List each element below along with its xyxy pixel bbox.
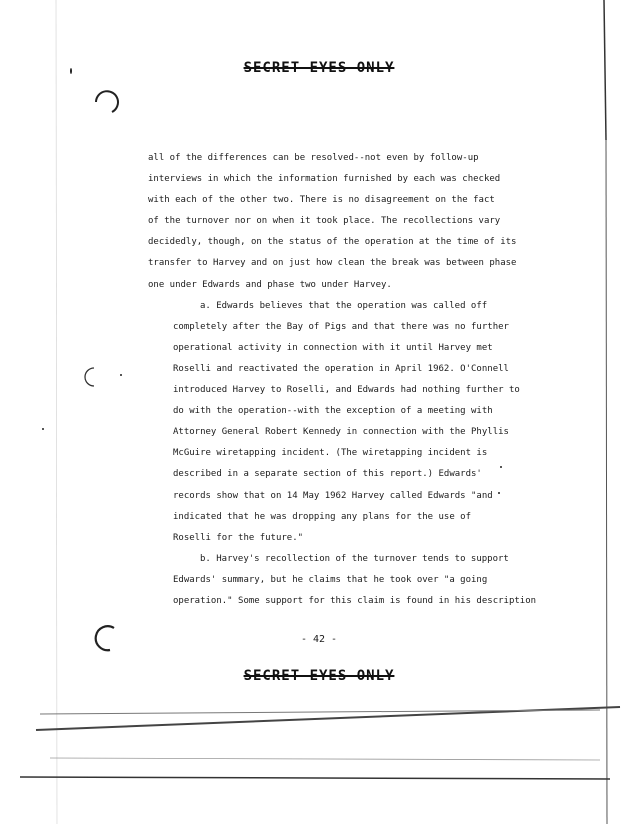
text-line: introduced Harvey to Roselli, and Edwards had nothing further to <box>173 385 520 396</box>
text-line: do with the operation--with the exception of a meeting with <box>173 406 493 417</box>
text-line: Roselli and reactivated the operation in April 1962. O'Connell <box>173 363 509 374</box>
text-line: transfer to Harvey and on just how clean the break was between phase <box>148 258 517 269</box>
text-line: a. Edwards believes that the operation was called off <box>200 300 488 311</box>
scan-speck <box>120 374 122 376</box>
scan-speck <box>42 428 44 430</box>
text-line: b. Harvey's recollection of the turnover tends to support <box>200 553 509 564</box>
punch-hole-middle-icon <box>72 360 112 400</box>
classification-header: SECRET EYES ONLY <box>243 60 395 76</box>
page-number: - 42 - <box>300 634 338 645</box>
text-line: decidedly, though, on the status of the operation at the time of its <box>148 237 517 248</box>
text-line: described in a separate section of this report.) Edwards' <box>173 469 482 480</box>
text-line: all of the differences can be resolved--not even by follow-up <box>148 153 479 163</box>
text-line: indicated that he was dropping any plans for the use of <box>173 511 472 522</box>
text-line: one under Edwards and phase two under Harvey. <box>148 279 392 290</box>
text-line: Attorney General Robert Kennedy in connection with the Phyllis <box>173 427 509 438</box>
text-line: McGuire wiretapping incident. (The wiretapping incident is <box>173 448 488 459</box>
text-line: with each of the other two. There is no disagreement on the fact <box>148 195 495 206</box>
text-line: Edwards' summary, but he claims that he took over "a going <box>173 574 488 585</box>
text-line: records show that on 14 May 1962 Harvey called Edwards "and <box>173 490 493 501</box>
text-line: completely after the Bay of Pigs and that there was no further <box>173 321 509 332</box>
text-line: interviews in which the information furnished by each was checked <box>148 174 501 185</box>
text-line: Roselli for the future." <box>173 532 304 543</box>
body-text <box>148 148 537 612</box>
punch-hole-top-icon <box>82 90 122 130</box>
text-line: operational activity in connection with it until Harvey met <box>173 342 493 353</box>
text-line: of the turnover nor on when it took place. The recollections vary <box>148 216 501 227</box>
text-line: operation." Some support for this claim is found in his description <box>173 595 537 606</box>
classification-footer: SECRET EYES ONLY <box>243 668 395 684</box>
